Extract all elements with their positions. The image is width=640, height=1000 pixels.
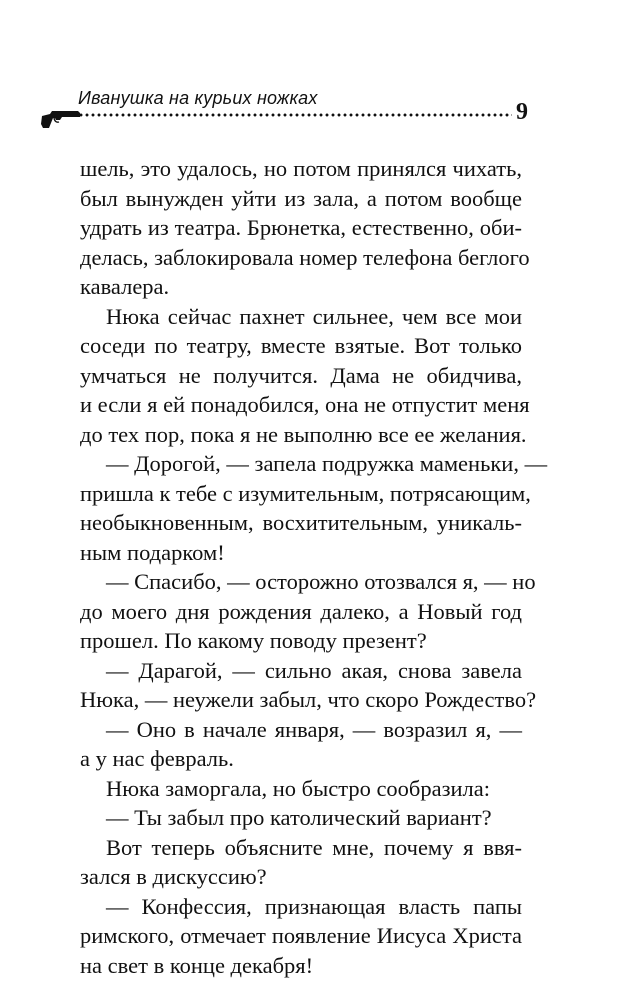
leader-dots xyxy=(78,113,512,117)
text-line: необыкновенным, восхитительным, уникаль- xyxy=(80,510,522,535)
text-line: до тех пор, пока я не выполню все ее желания. xyxy=(80,421,527,447)
text-line: шель, это удалось, но потом принялся чихать, xyxy=(80,156,522,181)
text-line: Нюка заморгала, но быстро сообразила: xyxy=(106,775,491,801)
page-header xyxy=(40,88,600,138)
text-line: удрать из театра. Брюнетка, естественно, оби- xyxy=(80,215,522,240)
text-line: до моего дня рождения далеко, а Новый год xyxy=(80,598,522,624)
text-line: — Дорогой, — запела подружка маменьки, — xyxy=(106,451,548,476)
text-line: — Ты забыл про католический вариант? xyxy=(106,805,492,830)
text-line: — Спасибо, — осторожно отозвался я, — но xyxy=(106,569,536,594)
text-line: пришла к тебе с изумительным, потрясающим, xyxy=(80,480,531,506)
text-line: на свет в конце декабря! xyxy=(80,952,314,978)
revolver-icon xyxy=(40,108,82,130)
text-line: и если я ей понадобился, она не отпустит меня xyxy=(80,392,530,417)
text-line: был вынужден уйти из зала, а потом вообще xyxy=(80,185,522,211)
text-line: Нюка, — неужели забыл, что скоро Рождество? xyxy=(80,687,537,712)
body-text xyxy=(80,154,548,980)
text-line: ным подарком! xyxy=(80,539,225,565)
text-line: а у нас февраль. xyxy=(80,746,234,771)
text-line: римского, отмечает появление Иисуса Христа xyxy=(80,923,522,948)
text-line: Нюка сейчас пахнет сильнее, чем все мои xyxy=(106,303,522,329)
page-number: 9 xyxy=(516,99,528,125)
text-line: делась, заблокировала номер телефона беглого xyxy=(80,244,530,270)
text-line: кавалера. xyxy=(80,274,170,299)
text-line: умчаться не получится. Дама не обидчива, xyxy=(80,362,522,388)
running-title: Иванушка на курьих ножках xyxy=(78,88,318,108)
text-line: соседи по театру, вместе взятые. Вот только xyxy=(80,333,522,358)
text-line: — Конфессия, признающая власть папы xyxy=(106,893,522,919)
text-line: прошел. По какому поводу презент? xyxy=(80,628,427,653)
text-line: — Оно в начале января, — возразил я, — xyxy=(106,716,522,742)
text-line: Вот теперь объясните мне, почему я ввя- xyxy=(106,834,522,860)
text-line: зался в дискуссию? xyxy=(80,864,267,889)
text-line: — Дарагой, — сильно акая, снова завела xyxy=(106,657,522,683)
